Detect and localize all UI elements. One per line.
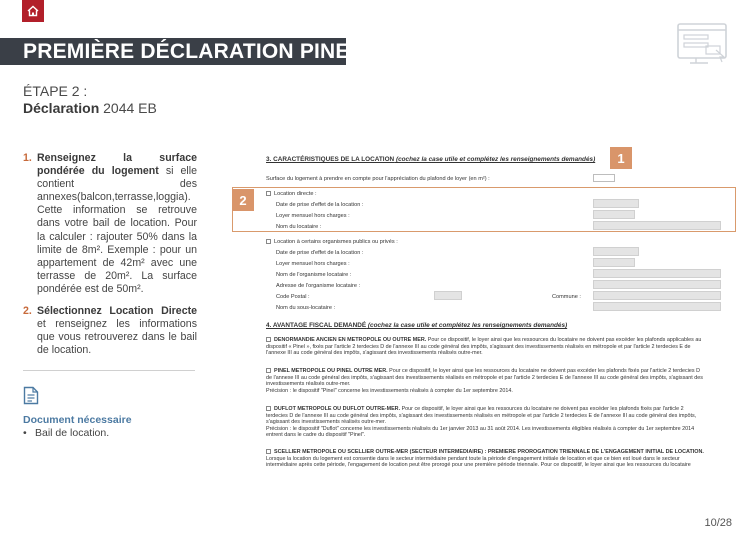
page-title: PREMIÈRE DÉCLARATION PINEL — [23, 40, 363, 63]
page-number: 10/28 — [704, 517, 732, 529]
option-pinel: PINEL MÉTROPOLE OU PINEL OUTRE MER. Pour ce dispositif, le loyer ainsi que les ressources du locataire ne doivent pas excéder les plafonds fixés par l'article 2 terdecies D de l'annexe III au code général des impôts, s'agissant des investissements réalisés en métropole et par l'article 2 terdecies E de l'annexe III au code général des impôts, s'agissant des investissements réalisés outre-mer. Précision : le dispositif "Pinel" concerne les investissements réalisés à compter du 1er septembre 2014. — [266, 368, 703, 394]
date-effet-field-2[interactable] — [593, 247, 639, 256]
checkbox[interactable] — [266, 337, 271, 342]
step-heading — [23, 83, 157, 117]
loyer-label-2: Loyer mensuel hors charges : — [276, 261, 350, 267]
checkbox[interactable] — [266, 406, 271, 411]
instruction-number: 2. — [23, 305, 32, 318]
instruction-bold: Sélectionnez Location Directe — [37, 305, 197, 318]
divider — [23, 370, 195, 371]
step-number: ÉTAPE 2 : — [23, 83, 88, 99]
nom-organisme-field[interactable] — [593, 269, 721, 278]
bullet: • — [23, 427, 27, 439]
instruction-number: 1. — [23, 152, 32, 164]
adresse-organisme-label: Adresse de l'organisme locataire : — [276, 283, 361, 289]
surface-field[interactable] — [593, 174, 615, 182]
callout-marker-2: 2 — [232, 189, 254, 211]
nom-sous-locataire-label: Nom du sous-locataire : — [276, 305, 336, 311]
adresse-organisme-field[interactable] — [593, 280, 721, 289]
document-icon — [23, 386, 39, 410]
instruction-text: si elle contient des annexes(balcon,terrasse,loggia). Cette information se retrouve dans votre bail de location. Pour la calculer : rajouter 50% dans la limite de 8m². Exemple : pour un appartement de 42m² avec une terrasse de 20m². La surface pondérée est de 50m². — [37, 165, 197, 295]
commune-label: Commune : — [552, 294, 581, 300]
step-label-bold: Déclaration — [23, 100, 100, 116]
instruction-text: et renseignez les informations que vous retrouverez dans le bail de location. — [37, 318, 197, 357]
option-denormandie: DENORMANDIE ANCIEN EN MÉTROPOLE OU OUTRE MER. Pour ce dispositif, le loyer ainsi que les ressources du locataire ne doivent pas excéder les plafonds applicables au dispositif « Pinel », fixés par l'article 2 terdecies D de l'annexe III au code général des impôts, s'agissant des investissements réalisés en métropole et par l'article 2 terdecies E de l'annexe III au code général des impôts, s'agissant des investissements réalisés outre-mer. — [266, 337, 702, 357]
section-4-title: 4. AVANTAGE FISCAL DEMANDÉ (cochez la case utile et complétez les renseignements demandés) — [266, 322, 568, 329]
location-organismes-option[interactable]: Location à certains organismes publics ou privés : — [266, 239, 398, 245]
nom-organisme-label: Nom de l'organisme locataire : — [276, 272, 352, 278]
instruction-item — [23, 152, 197, 296]
commune-field[interactable] — [593, 291, 721, 300]
option-scellier: SCELLIER MÉTROPOLE OU SCELLIER OUTRE-MER (SECTEUR INTERMÉDIAIRE) : PREMIÈRE PROROGATION TRIENNALE DE L'ENGAGEMENT INITIAL DE LOCATION. Lorsque la location du logement est consentie dans le secteur intermédiaire pendant toute la période d'engagement initiale de location et que ce bien est loué dans le secteur intermédiaire après cette période, l'engagement de location peut être prorogé pour une première période triennale. Pour ce dispositif, le loyer ainsi que les ressources du locataire — [266, 449, 704, 469]
checkbox[interactable] — [266, 239, 271, 244]
instruction-bold: Renseignez la surface pondérée du logement — [37, 152, 197, 178]
home-button[interactable] — [22, 0, 44, 22]
computer-form-icon — [676, 22, 732, 71]
date-effet-label: Date de prise d'effet de la location : — [276, 202, 364, 208]
nom-sous-locataire-field[interactable] — [593, 302, 721, 311]
checkbox[interactable] — [266, 449, 271, 454]
step-label-rest: 2044 EB — [99, 100, 157, 116]
option-duflot: DUFLOT MÉTROPOLE OU DUFLOT OUTRE-MER. Pour ce dispositif, le loyer ainsi que les ressources du locataire ne doivent pas excéder les plafonds fixés par l'article 2 terdecies D de l'annexe III au code général des impôts, s'agissant des investissements réalisés en métropole et par l'article 2 terdecies E de l'annexe III au code général des impôts, s'agissant des investissements réalisés outre-mer. Précision : le dispositif "Duflot" concerne les investissements réalisés du 1er janvier 2013 au 31 août 2014. Les investissements éligibles réalisés à compter du 1er septembre 2014 entrent dans le cadre du dispositif "Pinel". — [266, 406, 697, 439]
required-document-label: Document nécessaire — [23, 414, 132, 426]
checkbox[interactable] — [266, 368, 271, 373]
required-document-text: Bail de location. — [35, 427, 110, 439]
loyer-field-2[interactable] — [593, 258, 635, 267]
required-document-item — [23, 427, 109, 439]
surface-label: Surface du logement à prendre en compte pour l'appréciation du plafond de loyer (en m²) : — [266, 176, 490, 182]
code-postal-field[interactable] — [434, 291, 462, 300]
section-3-title: 3. CARACTÉRISTIQUES DE LA LOCATION (cochez la case utile et complétez les renseignements demandés) — [266, 156, 596, 163]
code-postal-label: Code Postal : — [276, 294, 310, 300]
nom-locataire-label: Nom du locataire : — [276, 224, 322, 230]
title-bar — [0, 38, 363, 65]
instructions-list — [23, 152, 197, 366]
location-directe-highlight — [232, 187, 736, 232]
home-icon — [26, 4, 40, 18]
location-directe-option[interactable]: Location directe : — [266, 191, 317, 197]
date-effet-label-2: Date de prise d'effet de la location : — [276, 250, 364, 256]
instruction-item — [23, 305, 197, 357]
callout-marker-1: 1 — [610, 147, 632, 169]
loyer-label: Loyer mensuel hors charges : — [276, 213, 350, 219]
